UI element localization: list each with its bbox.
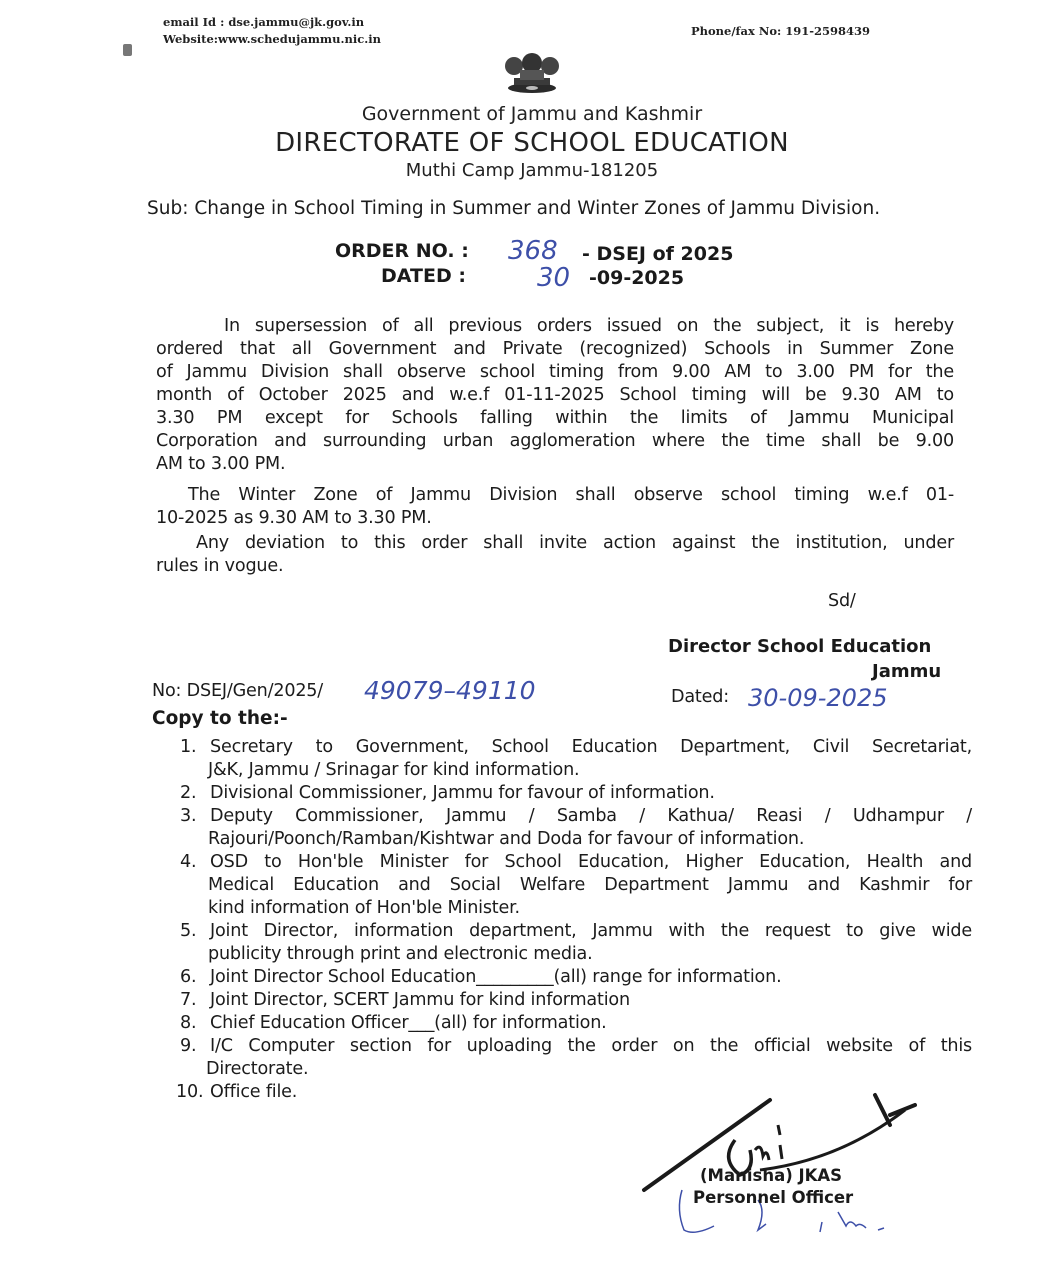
item-text: Joint Director School Education_________(all) range for information. <box>210 967 782 987</box>
item-text: Divisional Commissioner, Jammu for favour of information. <box>210 783 715 803</box>
copy-to-heading: Copy to the:- <box>152 708 288 729</box>
item-text: Deputy Commissioner, Jammu / Samba / Kathua/ Reasi / Udhampur / <box>210 806 972 826</box>
endorsement-no-handwritten: 49079–49110 <box>364 676 536 705</box>
para1-line: month of October 2025 and w.e.f 01-11-2025 School timing will be 9.30 AM to <box>156 385 954 405</box>
item-number: 9. <box>180 1036 197 1056</box>
item-text: OSD to Hon'ble Minister for School Education, Higher Education, Health and <box>210 852 972 872</box>
dated-suffix: -09-2025 <box>589 267 685 289</box>
directorate-title: DIRECTORATE OF SCHOOL EDUCATION <box>275 128 789 158</box>
item-number: 6. <box>180 967 197 987</box>
item-number: 8. <box>180 1013 197 1033</box>
para3-line: rules in vogue. <box>156 556 284 576</box>
item-text: Rajouri/Poonch/Ramban/Kishtwar and Doda for favour of information. <box>208 829 805 849</box>
signatory-designation: Personnel Officer <box>693 1188 854 1207</box>
item-text: Joint Director, SCERT Jammu for kind information <box>210 990 630 1010</box>
national-emblem-icon <box>492 52 572 94</box>
item-text: J&K, Jammu / Srinagar for kind information. <box>208 760 580 780</box>
subject-line: Sub: Change in School Timing in Summer and Winter Zones of Jammu Division. <box>147 198 881 219</box>
order-number-handwritten: 368 <box>508 236 558 266</box>
list-item <box>180 1012 972 1035</box>
endorsement-dated-handwritten: 30-09-2025 <box>748 684 888 712</box>
order-suffix: - DSEJ of 2025 <box>582 243 734 265</box>
item-text: Office file. <box>210 1082 298 1102</box>
list-item <box>180 736 972 782</box>
item-text: publicity through print and electronic media. <box>208 944 593 964</box>
paragraph-1 <box>156 315 954 476</box>
government-name: Government of Jammu and Kashmir <box>361 103 703 125</box>
item-number: 10. <box>176 1082 204 1102</box>
item-number: 5. <box>180 921 197 941</box>
signatory-name: (Manisha) JKAS <box>700 1166 843 1185</box>
para1-line: In supersession of all previous orders issued on the subject, it is hereby <box>224 316 954 336</box>
director-designation: Director School Education <box>668 636 932 657</box>
email-id: email Id : dse.jammu@jk.gov.in <box>163 15 365 29</box>
list-item <box>180 920 972 966</box>
item-number: 4. <box>180 852 197 872</box>
dated-label: DATED : <box>381 265 466 287</box>
phone-fax: Phone/fax No: 191-2598439 <box>691 24 871 38</box>
list-item <box>180 851 972 920</box>
order-label: ORDER NO. : <box>335 240 469 262</box>
copy-list <box>176 736 972 1104</box>
paragraph-2 <box>156 484 954 530</box>
endorsement-dated-label: Dated: <box>671 687 729 707</box>
para2-line: 10-2025 as 9.30 AM to 3.30 PM. <box>156 508 432 528</box>
item-text: Joint Director, information department, Jammu with the request to give wide <box>210 921 972 941</box>
para1-line: AM to 3.00 PM. <box>156 454 286 474</box>
para1-line: Corporation and surrounding urban agglomeration where the time shall be 9.00 <box>156 431 954 451</box>
item-text: Directorate. <box>206 1059 309 1079</box>
para3-line: Any deviation to this order shall invite action against the institution, under <box>196 533 954 553</box>
item-text: I/C Computer section for uploading the order on the official website of this <box>210 1036 972 1056</box>
para2-line: The Winter Zone of Jammu Division shall observe school timing w.e.f 01- <box>188 485 954 505</box>
list-item <box>180 782 972 805</box>
endorsement-no-label: No: DSEJ/Gen/2025/ <box>152 681 324 701</box>
list-item <box>180 989 972 1012</box>
directorate-address: Muthi Camp Jammu-181205 <box>405 160 659 181</box>
paragraph-3 <box>156 532 954 578</box>
list-item <box>180 805 972 851</box>
item-text: Secretary to Government, School Education Department, Civil Secretariat, <box>210 737 972 757</box>
sd-mark: Sd/ <box>828 591 856 611</box>
item-text: kind information of Hon'ble Minister. <box>208 898 520 918</box>
item-number: 1. <box>180 737 197 757</box>
list-item <box>180 966 972 989</box>
para1-line: of Jammu Division shall observe school timing from 9.00 AM to 3.00 PM for the <box>156 362 954 382</box>
list-item <box>180 1035 972 1081</box>
dated-day-handwritten: 30 <box>537 263 571 293</box>
item-number: 7. <box>180 990 197 1010</box>
director-location: Jammu <box>872 661 942 682</box>
item-number: 3. <box>180 806 197 826</box>
punch-mark <box>123 44 132 56</box>
website: Website:www.schedujammu.nic.in <box>163 32 381 46</box>
item-text: Chief Education Officer___(all) for information. <box>210 1013 607 1033</box>
para1-line: 3.30 PM except for Schools falling within the limits of Jammu Municipal <box>156 408 954 428</box>
para1-line: ordered that all Government and Private (recognized) Schools in Summer Zone <box>156 339 954 359</box>
item-text: Medical Education and Social Welfare Department Jammu and Kashmir for <box>208 875 972 895</box>
item-number: 2. <box>180 783 197 803</box>
